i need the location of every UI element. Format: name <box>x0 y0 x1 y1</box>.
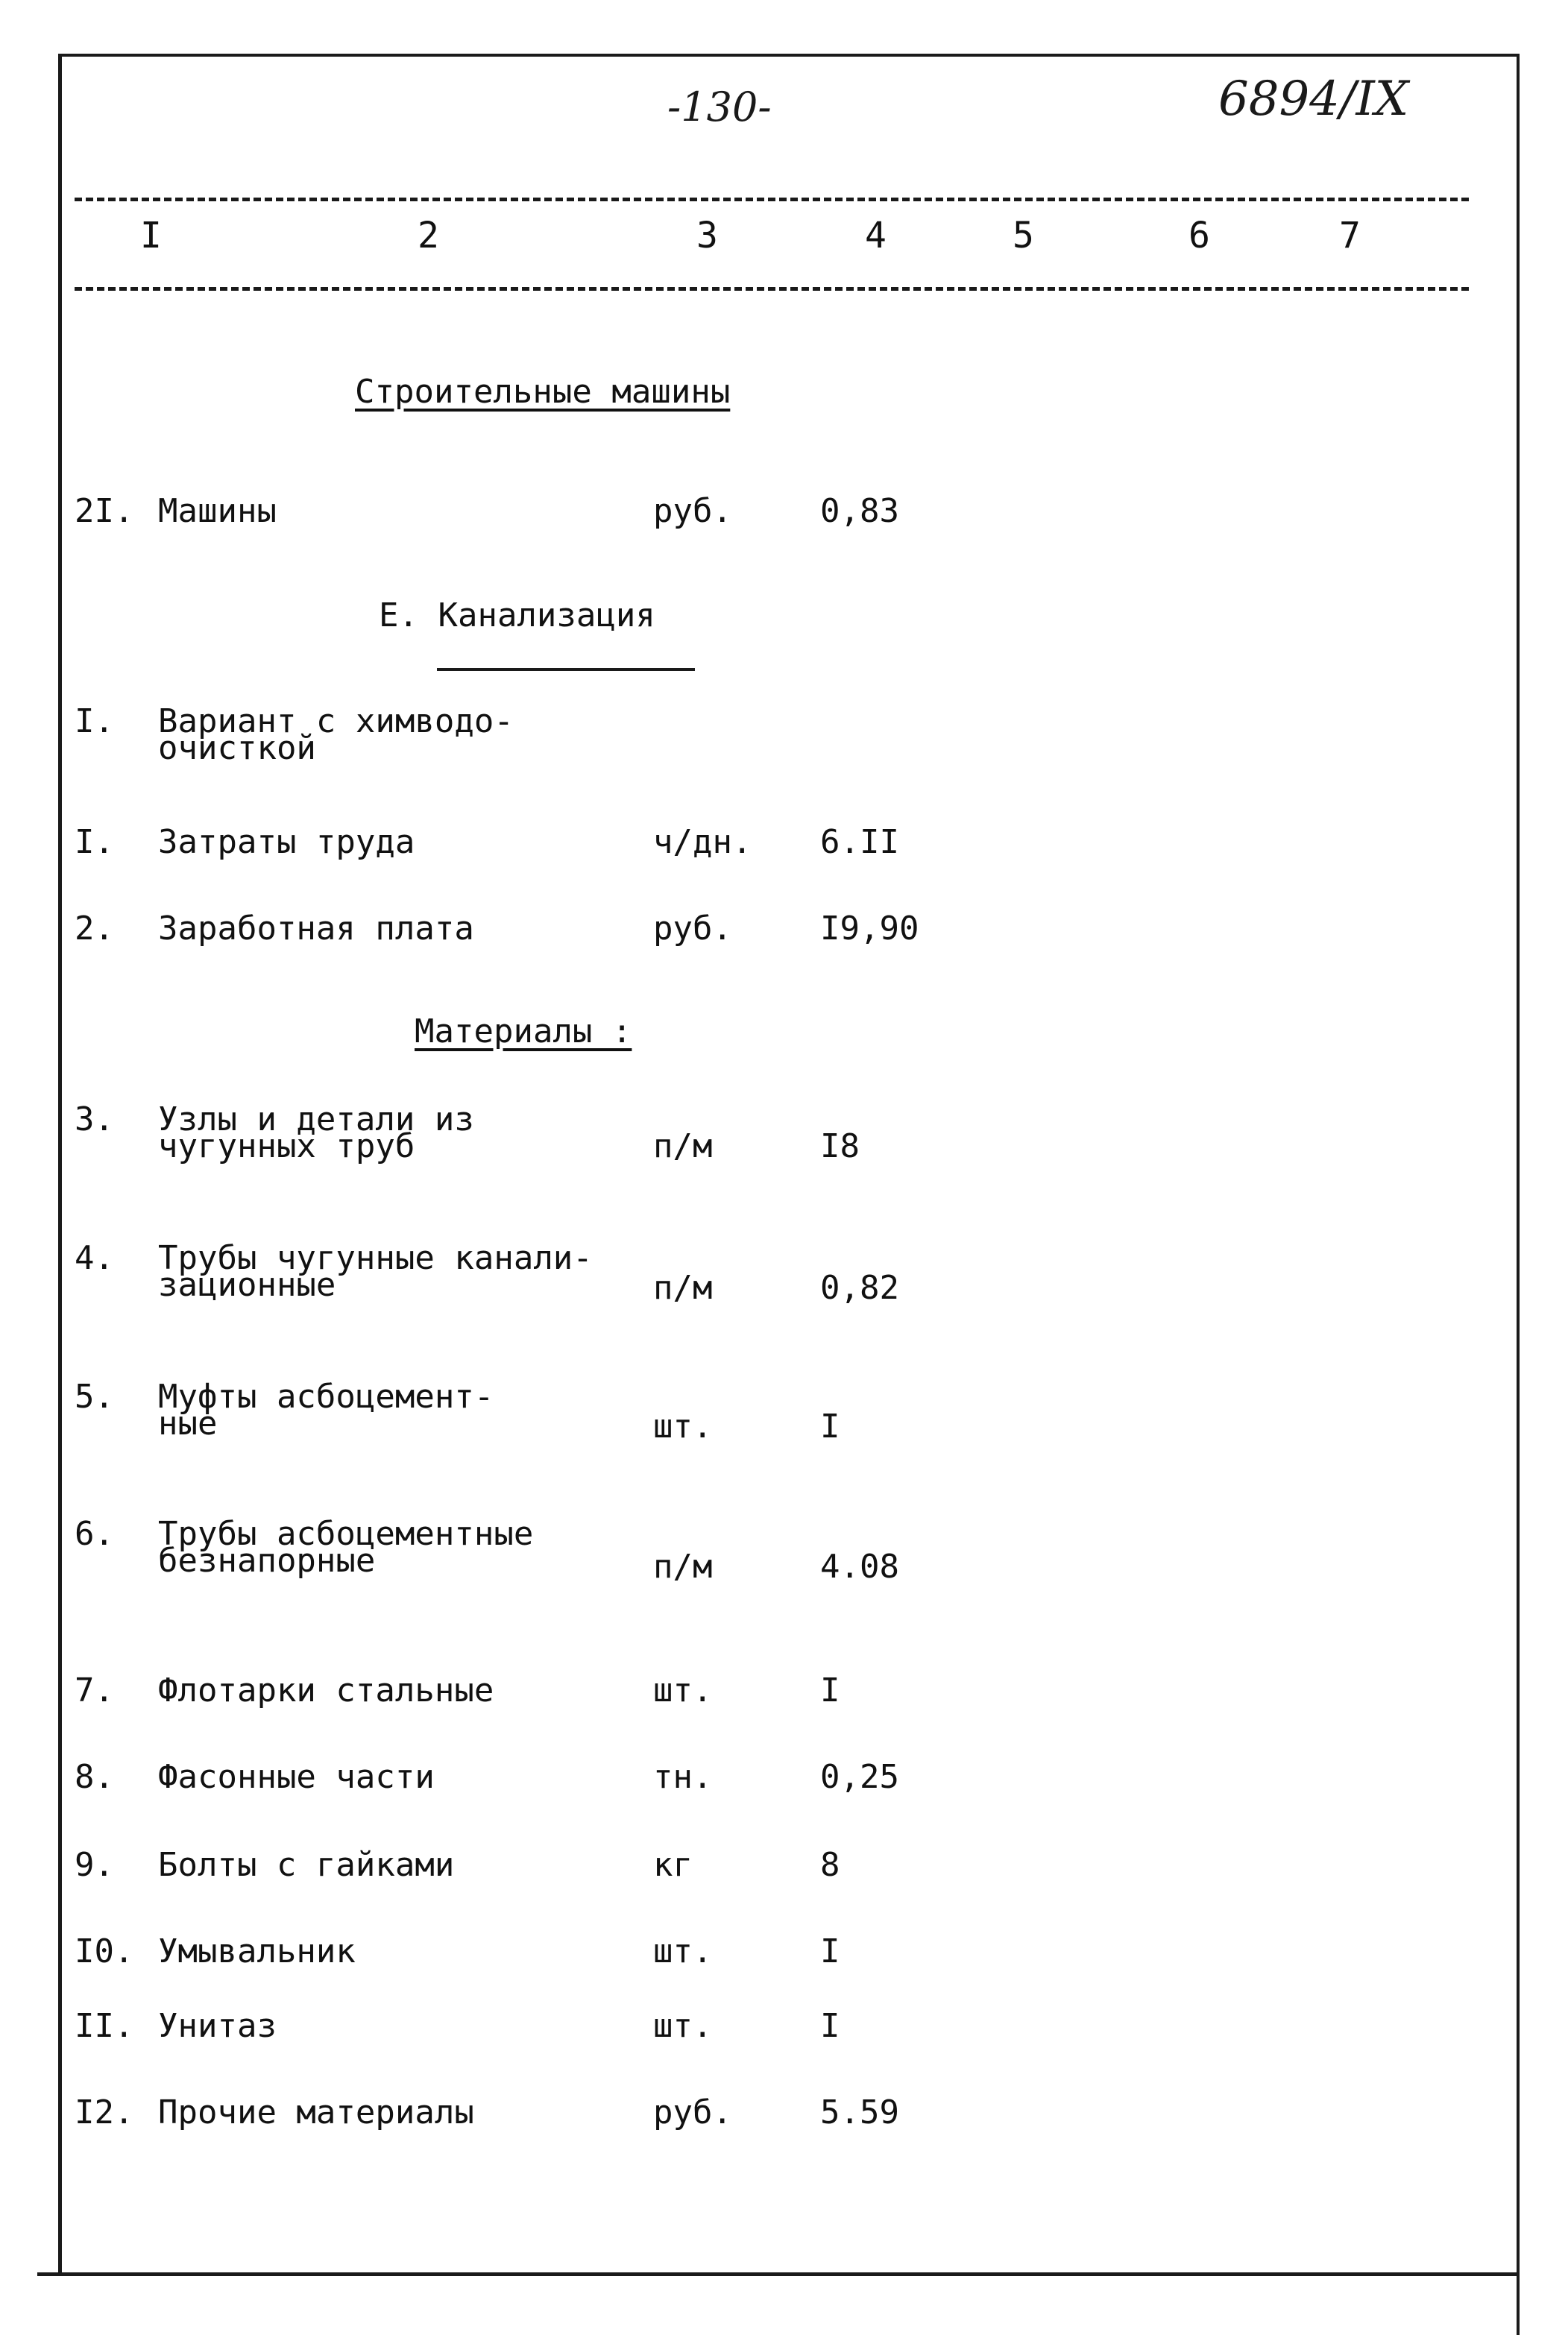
row-unit: шт. <box>653 1932 713 1970</box>
row-value: 0,83 <box>820 492 899 530</box>
row-number: 5. <box>75 1378 114 1416</box>
row-name: Прочие материалы <box>158 2093 474 2131</box>
row-name: Трубы чугунные канали- зационные <box>158 1239 593 1304</box>
row-number: 8. <box>75 1758 114 1796</box>
row-unit: руб. <box>653 910 732 948</box>
column-header-6: 6 <box>1188 215 1210 256</box>
row-name: Болты с гайками <box>158 1846 455 1884</box>
page-frame-left <box>58 54 62 2275</box>
row-value: I8 <box>820 1127 860 1165</box>
row-name: Затраты труда <box>158 823 415 861</box>
column-header-3: 3 <box>696 215 718 256</box>
row-unit: п/м <box>653 1127 713 1165</box>
section-heading-underline <box>437 668 695 671</box>
row-name: Муфты асбоцемент- ные <box>158 1378 494 1443</box>
page-number: -130- <box>667 83 772 130</box>
row-name: Узлы и детали из чугунных труб <box>158 1100 474 1165</box>
section-heading-construction-machines: Строительные машины <box>355 373 731 411</box>
row-name: Трубы асбоцементные безнапорные <box>158 1515 534 1580</box>
column-header-5: 5 <box>1013 215 1034 256</box>
row-name: Машины <box>158 492 277 530</box>
column-header-1: I <box>140 215 162 256</box>
section-heading-materials: Материалы : <box>415 1012 632 1050</box>
row-number: 9. <box>75 1846 114 1884</box>
row-number: 7. <box>75 1671 114 1710</box>
row-value: 5.59 <box>820 2093 899 2131</box>
column-header-4: 4 <box>865 215 887 256</box>
row-number: 2. <box>75 910 114 948</box>
row-unit: кг <box>653 1846 693 1884</box>
row-number: 6. <box>75 1515 114 1553</box>
row-unit: ч/дн. <box>653 823 752 861</box>
page-frame-bottom <box>37 2272 1520 2276</box>
row-number: 4. <box>75 1239 114 1277</box>
row-unit: руб. <box>653 492 732 530</box>
row-value: I <box>820 1932 840 1970</box>
row-unit: п/м <box>653 1269 713 1307</box>
column-header-top-rule <box>75 198 1469 201</box>
row-name: Заработная плата <box>158 910 474 948</box>
row-name: Унитаз <box>158 2007 277 2045</box>
row-unit: руб. <box>653 2093 732 2131</box>
row-number: I. <box>75 702 114 740</box>
row-number: I0. <box>75 1932 134 1970</box>
row-name: Вариант с химводо- очисткой <box>158 702 514 767</box>
row-value: I <box>820 2007 840 2045</box>
row-value: 6.II <box>820 823 899 861</box>
row-name: Умывальник <box>158 1932 356 1970</box>
page-frame-top <box>58 54 1520 57</box>
row-name: Фасонные части <box>158 1758 435 1796</box>
page-frame-right <box>1517 54 1520 2335</box>
column-header-2: 2 <box>418 215 439 256</box>
row-unit: п/м <box>653 1548 713 1586</box>
row-number: 3. <box>75 1100 114 1138</box>
row-number: I. <box>75 823 114 861</box>
row-unit: шт. <box>653 1671 713 1710</box>
row-unit: тн. <box>653 1758 713 1796</box>
row-value: I <box>820 1671 840 1710</box>
section-heading-sewerage: Е. Канализация <box>379 596 655 634</box>
row-value: 0,25 <box>820 1758 899 1796</box>
row-number: I2. <box>75 2093 134 2131</box>
document-code: 6894/IX <box>1218 72 1409 127</box>
row-unit: шт. <box>653 1408 713 1446</box>
row-value: I <box>820 1408 840 1446</box>
row-name: Флотарки стальные <box>158 1671 494 1710</box>
row-value: 8 <box>820 1846 840 1884</box>
column-header-bottom-rule <box>75 287 1469 291</box>
column-header-7: 7 <box>1339 215 1361 256</box>
row-unit: шт. <box>653 2007 713 2045</box>
row-value: 4.08 <box>820 1548 899 1586</box>
row-value: I9,90 <box>820 910 919 948</box>
row-value: 0,82 <box>820 1269 899 1307</box>
row-number: 2I. <box>75 492 134 530</box>
row-number: II. <box>75 2007 134 2045</box>
